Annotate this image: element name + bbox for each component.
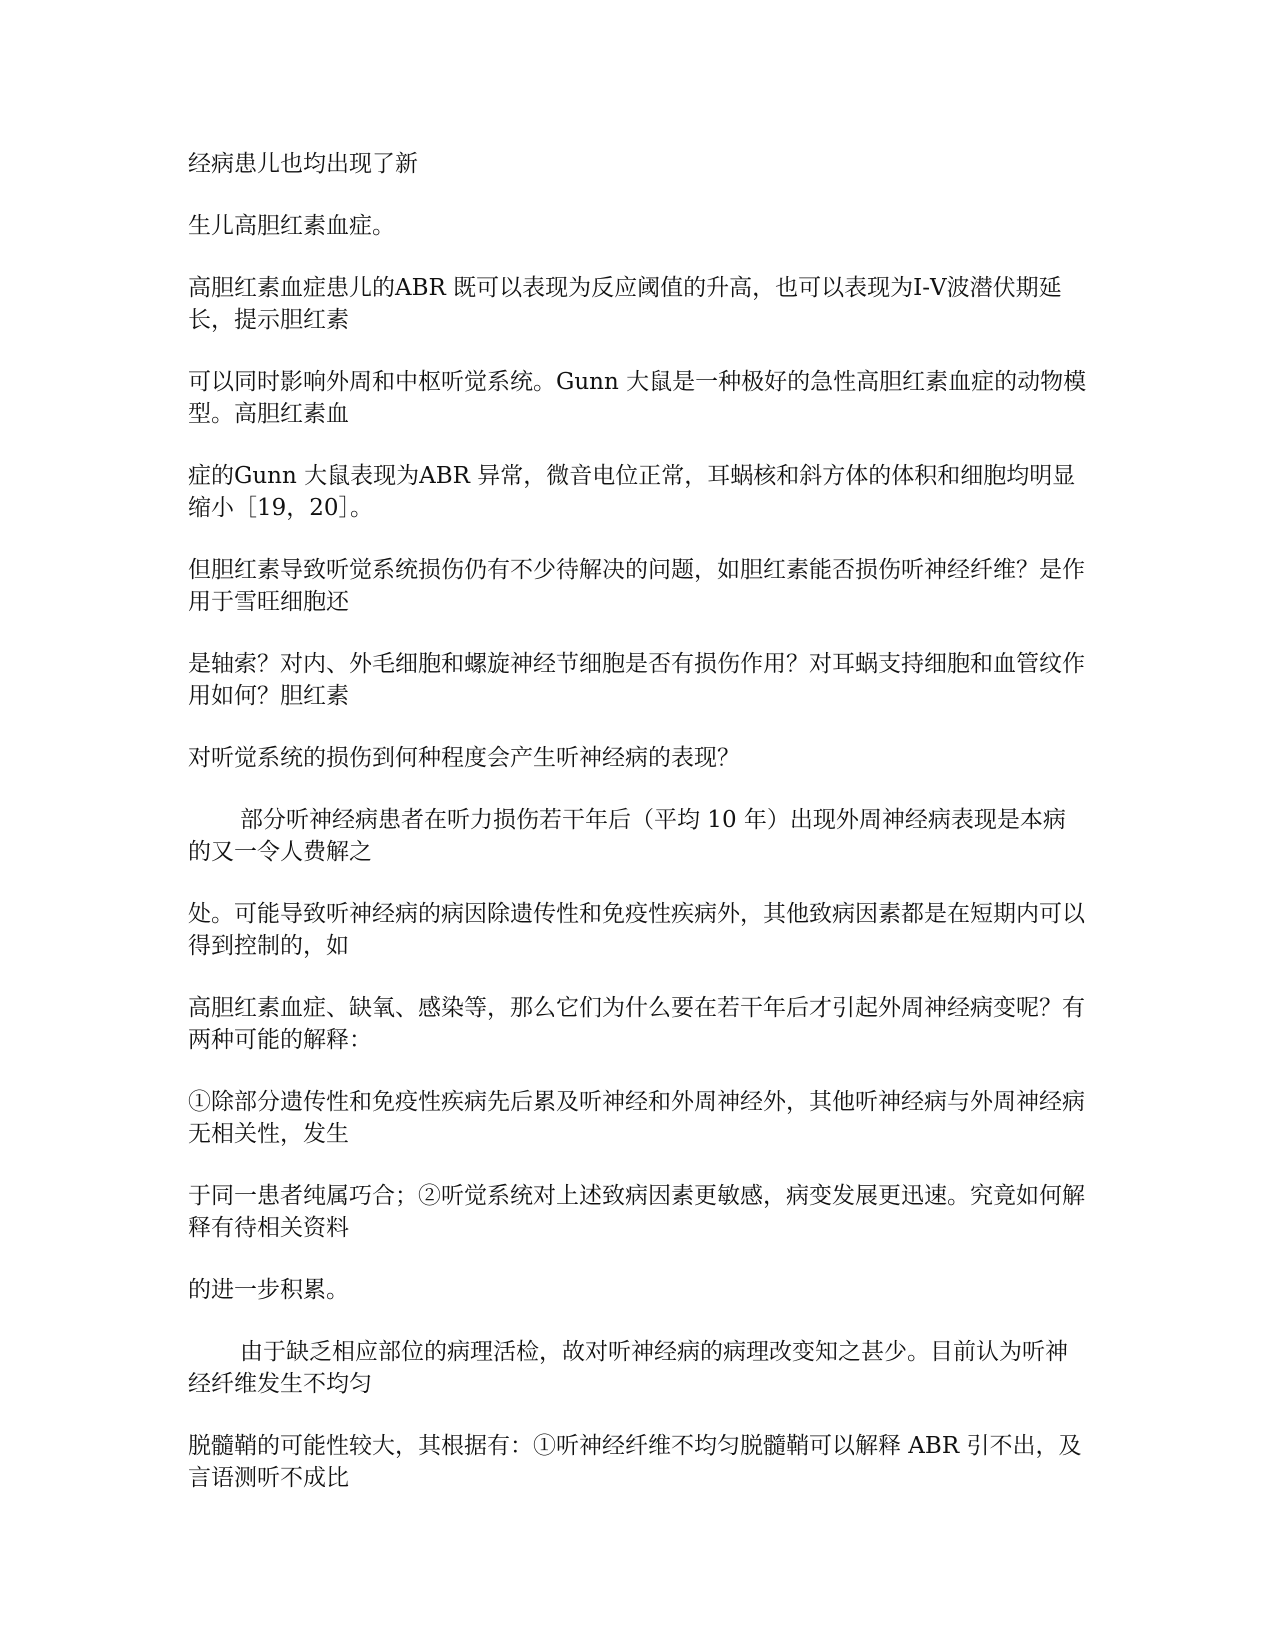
paragraph-13: 于同一患者纯属巧合；②听觉系统对上述致病因素更敏感，病变发展更迅速。究竟如何解释有待相关资料 bbox=[188, 1183, 1085, 1241]
paragraph-12: ①除部分遗传性和免疫性疾病先后累及听神经和外周神经外，其他听神经病与外周神经病无相关性，发生 bbox=[188, 1089, 1085, 1147]
paragraph-11: 高胆红素血症、缺氧、感染等，那么它们为什么要在若干年后才引起外周神经病变呢？有两种可能的解释： bbox=[188, 995, 1085, 1053]
paragraph-14: 的进一步积累。 bbox=[188, 1277, 349, 1303]
paragraph-3: 高胆红素血症患儿的ABR 既可以表现为反应阈值的升高，也可以表现为Ⅰ-Ⅴ波潜伏期延长，提示胆红素 bbox=[188, 275, 1062, 333]
paragraph-8: 对听觉系统的损伤到何种程度会产生听神经病的表现？ bbox=[188, 745, 740, 771]
paragraph-4: 可以同时影响外周和中枢听觉系统。Gunn 大鼠是一种极好的急性高胆红素血症的动物模型。高胆红素血 bbox=[188, 369, 1087, 427]
paragraph-10: 处。可能导致听神经病的病因除遗传性和免疫性疾病外，其他致病因素都是在短期内可以得到控制的，如 bbox=[188, 901, 1085, 959]
paragraph-15: 由于缺乏相应部位的病理活检，故对听神经病的病理改变知之甚少。目前认为听神经纤维发生不均匀 bbox=[188, 1339, 1068, 1397]
document-body bbox=[188, 148, 1088, 1524]
paragraph-7: 是轴索？对内、外毛细胞和螺旋神经节细胞是否有损伤作用？对耳蜗支持细胞和血管纹作用如何？胆红素 bbox=[188, 651, 1085, 709]
paragraph-16: 脱髓鞘的可能性较大，其根据有：①听神经纤维不均匀脱髓鞘可以解释 ABR 引不出，及言语测听不成比 bbox=[188, 1433, 1082, 1491]
paragraph-9: 部分听神经病患者在听力损伤若干年后（平均 10 年）出现外周神经病表现是本病的又一令人费解之 bbox=[188, 807, 1066, 865]
paragraph-2: 生儿高胆红素血症。 bbox=[188, 213, 395, 239]
paragraph-5: 症的Gunn 大鼠表现为ABR 异常，微音电位正常，耳蜗核和斜方体的体积和细胞均明显缩小［19，20］。 bbox=[188, 463, 1076, 521]
paragraph-1: 经病患儿也均出现了新 bbox=[188, 151, 418, 177]
paragraph-6: 但胆红素导致听觉系统损伤仍有不少待解决的问题，如胆红素能否损伤听神经纤维？是作用于雪旺细胞还 bbox=[188, 557, 1085, 615]
